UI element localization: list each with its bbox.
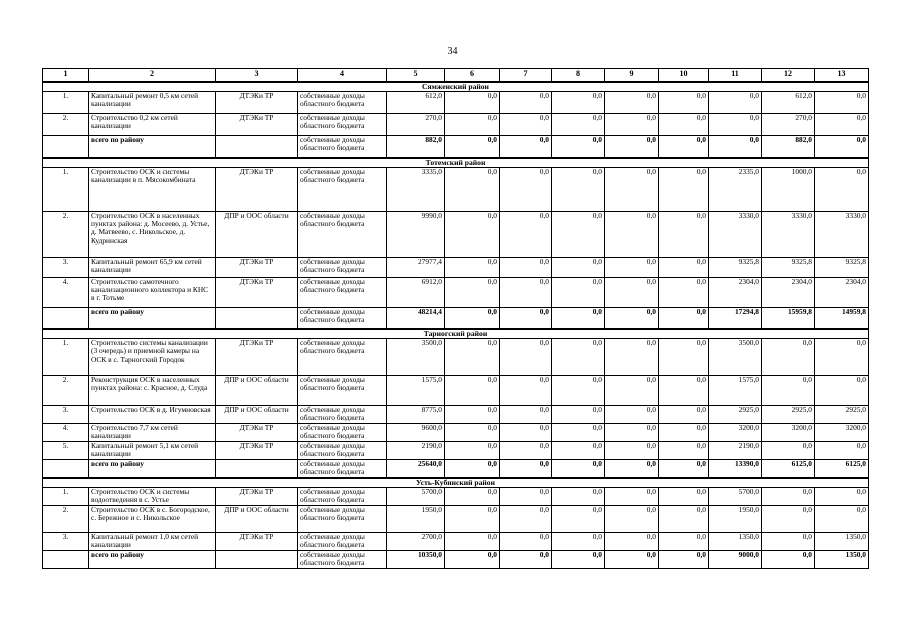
value-cell: 0,0	[552, 505, 605, 532]
value-cell: 1000,0	[762, 167, 815, 211]
value-cell: 1950,0	[709, 505, 762, 532]
value-cell: 3200,0	[762, 423, 815, 441]
funding-source: собственные доходы областного бюджета	[298, 532, 387, 550]
value-cell: 2190,0	[387, 441, 445, 459]
column-header: 9	[605, 69, 659, 83]
value-cell: 1575,0	[709, 376, 762, 406]
value-cell: 0,0	[500, 167, 552, 211]
value-cell: 0,0	[815, 339, 869, 376]
value-cell: 0,0	[500, 423, 552, 441]
total-value-cell: 6125,0	[815, 459, 869, 477]
district-name: Сямженский район	[43, 82, 869, 92]
value-cell: 0,0	[445, 211, 500, 257]
executor: ДТЭКи ТР	[216, 487, 298, 505]
value-cell: 0,0	[605, 406, 659, 424]
value-cell: 2190,0	[709, 441, 762, 459]
value-cell: 0,0	[605, 532, 659, 550]
measure-name: Строительство ОСК в д. Игумновская	[89, 406, 216, 424]
value-cell: 9325,8	[709, 257, 762, 277]
value-cell: 0,0	[659, 505, 709, 532]
value-cell: 3330,0	[762, 211, 815, 257]
measure-name: Строительство ОСК и системы водоотведения в с. Устье	[89, 487, 216, 505]
value-cell: 0,0	[445, 441, 500, 459]
row-number: 2.	[43, 211, 89, 257]
row-number	[43, 459, 89, 477]
value-cell: 0,0	[500, 114, 552, 136]
value-cell: 3330,0	[709, 211, 762, 257]
value-cell: 0,0	[552, 277, 605, 307]
value-cell: 0,0	[659, 339, 709, 376]
executor: ДПР и ООС области	[216, 376, 298, 406]
district-header-row	[43, 478, 869, 488]
row-number	[43, 136, 89, 158]
value-cell: 3500,0	[387, 339, 445, 376]
value-cell: 0,0	[552, 441, 605, 459]
total-value-cell: 0,0	[659, 459, 709, 477]
value-cell: 0,0	[445, 167, 500, 211]
total-value-cell: 0,0	[445, 459, 500, 477]
value-cell: 0,0	[605, 339, 659, 376]
total-value-cell: 0,0	[552, 136, 605, 158]
executor: ДТЭКи ТР	[216, 92, 298, 114]
table-header	[43, 69, 869, 83]
value-cell: 2304,0	[762, 277, 815, 307]
total-value-cell: 9000,0	[709, 550, 762, 568]
row-number: 1.	[43, 487, 89, 505]
value-cell: 0,0	[445, 423, 500, 441]
value-cell: 0,0	[605, 423, 659, 441]
executor: ДТЭКи ТР	[216, 339, 298, 376]
total-value-cell: 17294,8	[709, 307, 762, 329]
value-cell: 1350,0	[815, 532, 869, 550]
table-row	[43, 167, 869, 211]
funding-source: собственные доходы областного бюджета	[298, 277, 387, 307]
funding-source: собственные доходы областного бюджета	[298, 307, 387, 329]
value-cell: 0,0	[815, 441, 869, 459]
measure-name: Капитальный ремонт 5,1 км сетей канализации	[89, 441, 216, 459]
total-value-cell: 0,0	[552, 307, 605, 329]
value-cell: 0,0	[605, 376, 659, 406]
value-cell: 0,0	[500, 257, 552, 277]
row-number: 4.	[43, 277, 89, 307]
funding-source: собственные доходы областного бюджета	[298, 505, 387, 532]
total-value-cell: 0,0	[552, 459, 605, 477]
total-value-cell: 0,0	[659, 307, 709, 329]
funding-source: собственные доходы областного бюджета	[298, 441, 387, 459]
district-name: Тарногский район	[43, 329, 869, 339]
measure-name: Строительство 7,7 км сетей канализации	[89, 423, 216, 441]
value-cell: 0,0	[659, 92, 709, 114]
row-number: 1.	[43, 92, 89, 114]
funding-source: собственные доходы областного бюджета	[298, 114, 387, 136]
column-header: 12	[762, 69, 815, 83]
table-row	[43, 423, 869, 441]
total-value-cell: 0,0	[762, 550, 815, 568]
column-header: 11	[709, 69, 762, 83]
value-cell: 0,0	[605, 257, 659, 277]
value-cell: 9990,0	[387, 211, 445, 257]
table-row	[43, 339, 869, 376]
value-cell: 0,0	[500, 211, 552, 257]
funding-source: собственные доходы областного бюджета	[298, 339, 387, 376]
table-row	[43, 114, 869, 136]
district-header-row	[43, 329, 869, 339]
table-row	[43, 487, 869, 505]
value-cell: 0,0	[762, 487, 815, 505]
column-header: 13	[815, 69, 869, 83]
table-row	[43, 376, 869, 406]
value-cell: 0,0	[445, 114, 500, 136]
value-cell: 0,0	[605, 114, 659, 136]
measure-name: Капитальный ремонт 65,9 км сетей канализации	[89, 257, 216, 277]
total-value-cell: 0,0	[500, 550, 552, 568]
district-total-row	[43, 136, 869, 158]
value-cell: 612,0	[387, 92, 445, 114]
value-cell: 0,0	[605, 211, 659, 257]
value-cell: 0,0	[762, 441, 815, 459]
table-row	[43, 532, 869, 550]
district-total-row	[43, 550, 869, 568]
total-value-cell: 48214,4	[387, 307, 445, 329]
value-cell: 0,0	[709, 92, 762, 114]
total-value-cell: 0,0	[659, 136, 709, 158]
page-number: 34	[447, 46, 458, 57]
row-number: 2.	[43, 505, 89, 532]
row-number: 4.	[43, 423, 89, 441]
value-cell: 0,0	[552, 114, 605, 136]
value-cell: 0,0	[659, 532, 709, 550]
value-cell: 9325,8	[762, 257, 815, 277]
total-value-cell: 10350,0	[387, 550, 445, 568]
total-value-cell: 882,0	[387, 136, 445, 158]
value-cell: 0,0	[659, 167, 709, 211]
value-cell: 2304,0	[815, 277, 869, 307]
measure-name: Строительство ОСК в с. Богородское, с. Бережное и с. Никольское	[89, 505, 216, 532]
row-number	[43, 550, 89, 568]
value-cell: 0,0	[605, 277, 659, 307]
column-header: 4	[298, 69, 387, 83]
funding-source: собственные доходы областного бюджета	[298, 459, 387, 477]
executor: ДТЭКи ТР	[216, 257, 298, 277]
row-number: 5.	[43, 441, 89, 459]
value-cell: 0,0	[500, 376, 552, 406]
value-cell: 0,0	[709, 114, 762, 136]
value-cell: 0,0	[552, 423, 605, 441]
value-cell: 3200,0	[709, 423, 762, 441]
total-value-cell: 13390,0	[709, 459, 762, 477]
value-cell: 0,0	[762, 376, 815, 406]
value-cell: 2335,0	[709, 167, 762, 211]
measure-name: Строительство ОСК и системы канализации в п. Мясокомбината	[89, 167, 216, 211]
value-cell: 0,0	[659, 441, 709, 459]
value-cell: 0,0	[815, 114, 869, 136]
total-value-cell: 0,0	[709, 136, 762, 158]
total-value-cell: 14959,8	[815, 307, 869, 329]
table-row	[43, 505, 869, 532]
row-number: 3.	[43, 406, 89, 424]
value-cell: 0,0	[659, 376, 709, 406]
value-cell: 270,0	[762, 114, 815, 136]
funding-source: собственные доходы областного бюджета	[298, 136, 387, 158]
value-cell: 3200,0	[815, 423, 869, 441]
table-body	[43, 82, 869, 568]
value-cell: 0,0	[445, 406, 500, 424]
executor: ДТЭКи ТР	[216, 167, 298, 211]
total-value-cell: 0,0	[500, 136, 552, 158]
value-cell: 3335,0	[387, 167, 445, 211]
value-cell: 0,0	[605, 92, 659, 114]
value-cell: 5700,0	[709, 487, 762, 505]
column-header: 2	[89, 69, 216, 83]
column-header: 7	[500, 69, 552, 83]
value-cell: 0,0	[815, 92, 869, 114]
value-cell: 0,0	[445, 532, 500, 550]
executor: ДТЭКи ТР	[216, 441, 298, 459]
funding-source: собственные доходы областного бюджета	[298, 550, 387, 568]
value-cell: 0,0	[659, 257, 709, 277]
executor	[216, 307, 298, 329]
value-cell: 2304,0	[709, 277, 762, 307]
funding-source: собственные доходы областного бюджета	[298, 211, 387, 257]
value-cell: 0,0	[552, 339, 605, 376]
row-number: 1.	[43, 167, 89, 211]
funding-source: собственные доходы областного бюджета	[298, 423, 387, 441]
value-cell: 0,0	[605, 505, 659, 532]
total-value-cell: 15959,8	[762, 307, 815, 329]
total-value-cell: 0,0	[659, 550, 709, 568]
table-row	[43, 441, 869, 459]
funding-source: собственные доходы областного бюджета	[298, 92, 387, 114]
value-cell: 0,0	[659, 114, 709, 136]
column-header: 10	[659, 69, 709, 83]
value-cell: 0,0	[659, 406, 709, 424]
column-header: 3	[216, 69, 298, 83]
value-cell: 0,0	[445, 277, 500, 307]
value-cell: 0,0	[500, 406, 552, 424]
row-number: 1.	[43, 339, 89, 376]
value-cell: 0,0	[552, 211, 605, 257]
value-cell: 2925,0	[815, 406, 869, 424]
value-cell: 0,0	[815, 505, 869, 532]
value-cell: 0,0	[605, 167, 659, 211]
total-value-cell: 0,0	[445, 307, 500, 329]
column-header: 5	[387, 69, 445, 83]
total-label: всего по району	[89, 459, 216, 477]
value-cell: 0,0	[445, 376, 500, 406]
value-cell: 2925,0	[762, 406, 815, 424]
measure-name: Строительство самотечного канализационного коллектора и КНС в г. Тотьме	[89, 277, 216, 307]
executor	[216, 459, 298, 477]
value-cell: 0,0	[445, 257, 500, 277]
total-value-cell: 0,0	[500, 307, 552, 329]
total-label: всего по району	[89, 307, 216, 329]
table-row	[43, 406, 869, 424]
value-cell: 270,0	[387, 114, 445, 136]
value-cell: 8775,0	[387, 406, 445, 424]
value-cell: 0,0	[762, 339, 815, 376]
value-cell: 2700,0	[387, 532, 445, 550]
executor	[216, 136, 298, 158]
executor	[216, 550, 298, 568]
total-value-cell: 0,0	[605, 307, 659, 329]
value-cell: 0,0	[659, 211, 709, 257]
budget-table	[42, 68, 869, 569]
value-cell: 612,0	[762, 92, 815, 114]
funding-source: собственные доходы областного бюджета	[298, 257, 387, 277]
measure-name: Реконструкция ОСК в населенных пунктах района: с. Красное, д. Слуда	[89, 376, 216, 406]
row-number: 2.	[43, 376, 89, 406]
value-cell: 0,0	[762, 532, 815, 550]
funding-source: собственные доходы областного бюджета	[298, 487, 387, 505]
value-cell: 0,0	[552, 487, 605, 505]
measure-name: Строительство 0,2 км сетей канализации	[89, 114, 216, 136]
total-value-cell: 0,0	[605, 550, 659, 568]
row-number: 3.	[43, 257, 89, 277]
table-row	[43, 92, 869, 114]
value-cell: 0,0	[500, 505, 552, 532]
total-value-cell: 0,0	[500, 459, 552, 477]
value-cell: 0,0	[500, 92, 552, 114]
total-value-cell: 0,0	[605, 136, 659, 158]
value-cell: 9325,8	[815, 257, 869, 277]
value-cell: 0,0	[815, 487, 869, 505]
executor: ДПР и ООС области	[216, 406, 298, 424]
value-cell: 0,0	[552, 532, 605, 550]
district-total-row	[43, 307, 869, 329]
executor: ДТЭКи ТР	[216, 277, 298, 307]
value-cell: 0,0	[500, 532, 552, 550]
measure-name: Капитальный ремонт 1,0 км сетей канализации	[89, 532, 216, 550]
table-row	[43, 257, 869, 277]
row-number: 2.	[43, 114, 89, 136]
value-cell: 0,0	[815, 376, 869, 406]
value-cell: 0,0	[815, 167, 869, 211]
value-cell: 0,0	[659, 487, 709, 505]
value-cell: 9600,0	[387, 423, 445, 441]
measure-name: Строительство системы канализации (3 очередь) и приемной камеры на ОСК в с. Тарногский Городок	[89, 339, 216, 376]
value-cell: 1575,0	[387, 376, 445, 406]
funding-source: собственные доходы областного бюджета	[298, 167, 387, 211]
column-header: 8	[552, 69, 605, 83]
total-value-cell: 0,0	[815, 136, 869, 158]
value-cell: 3500,0	[709, 339, 762, 376]
value-cell: 0,0	[445, 339, 500, 376]
value-cell: 0,0	[500, 339, 552, 376]
value-cell: 0,0	[552, 167, 605, 211]
total-value-cell: 882,0	[762, 136, 815, 158]
column-header: 1	[43, 69, 89, 83]
funding-source: собственные доходы областного бюджета	[298, 376, 387, 406]
district-header-row	[43, 158, 869, 168]
value-cell: 0,0	[762, 505, 815, 532]
value-cell: 3330,0	[815, 211, 869, 257]
total-value-cell: 0,0	[445, 550, 500, 568]
total-value-cell: 25640,0	[387, 459, 445, 477]
measure-name: Капитальный ремонт 0,5 км сетей канализации	[89, 92, 216, 114]
value-cell: 0,0	[552, 257, 605, 277]
district-header-row	[43, 82, 869, 92]
value-cell: 1350,0	[709, 532, 762, 550]
value-cell: 0,0	[552, 92, 605, 114]
executor: ДТЭКи ТР	[216, 114, 298, 136]
total-value-cell: 0,0	[445, 136, 500, 158]
total-value-cell: 0,0	[605, 459, 659, 477]
value-cell: 0,0	[659, 423, 709, 441]
value-cell: 6912,0	[387, 277, 445, 307]
value-cell: 1950,0	[387, 505, 445, 532]
value-cell: 0,0	[552, 376, 605, 406]
value-cell: 0,0	[445, 92, 500, 114]
executor: ДТЭКи ТР	[216, 423, 298, 441]
executor: ДПР и ООС области	[216, 211, 298, 257]
funding-source: собственные доходы областного бюджета	[298, 406, 387, 424]
value-cell: 0,0	[605, 441, 659, 459]
column-header: 6	[445, 69, 500, 83]
row-number	[43, 307, 89, 329]
total-label: всего по району	[89, 136, 216, 158]
table-row	[43, 211, 869, 257]
total-value-cell: 1350,0	[815, 550, 869, 568]
measure-name: Строительство ОСК в населенных пунктах района: д. Мосеево, д. Устье, д. Матвеево, с. Никольское, д. Кудринская	[89, 211, 216, 257]
value-cell: 0,0	[500, 277, 552, 307]
executor: ДПР и ООС области	[216, 505, 298, 532]
value-cell: 0,0	[552, 406, 605, 424]
value-cell: 0,0	[445, 487, 500, 505]
value-cell: 2925,0	[709, 406, 762, 424]
total-label: всего по району	[89, 550, 216, 568]
total-value-cell: 6125,0	[762, 459, 815, 477]
value-cell: 0,0	[445, 505, 500, 532]
value-cell: 5700,0	[387, 487, 445, 505]
district-name: Тотемский район	[43, 158, 869, 168]
value-cell: 0,0	[605, 487, 659, 505]
table-row	[43, 277, 869, 307]
value-cell: 27977,4	[387, 257, 445, 277]
total-value-cell: 0,0	[552, 550, 605, 568]
executor: ДТЭКи ТР	[216, 532, 298, 550]
district-name: Усть-Кубинский район	[43, 478, 869, 488]
district-total-row	[43, 459, 869, 477]
row-number: 3.	[43, 532, 89, 550]
value-cell: 0,0	[500, 487, 552, 505]
value-cell: 0,0	[659, 277, 709, 307]
value-cell: 0,0	[500, 441, 552, 459]
